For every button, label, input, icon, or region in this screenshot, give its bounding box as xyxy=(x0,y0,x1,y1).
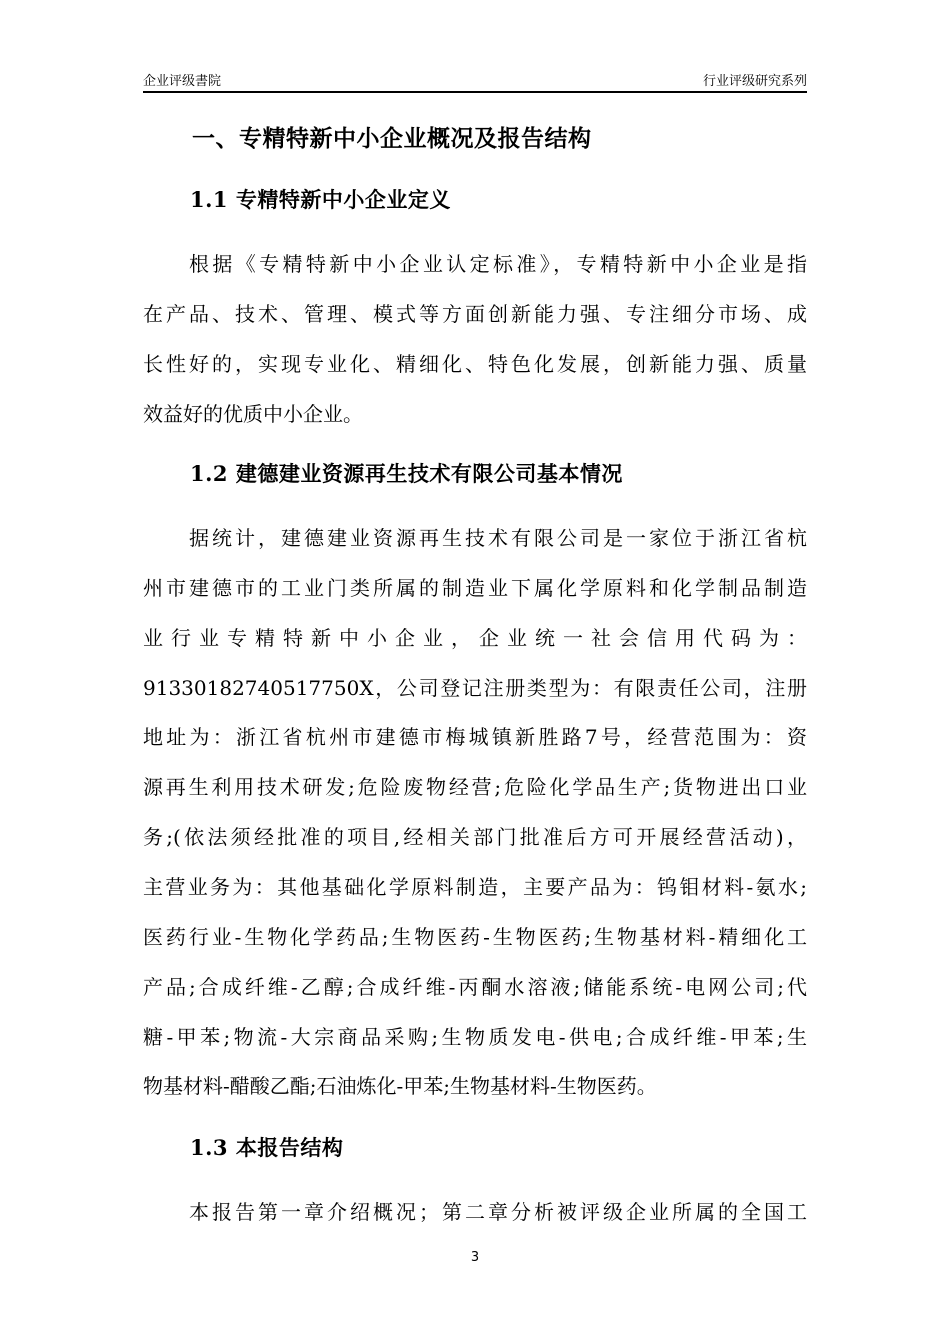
section-heading-1-2: 1.2 建德建业资源再生技术有限公司基本情况 xyxy=(190,461,623,486)
header-left-title: 企业评级書院 xyxy=(143,74,222,89)
section-heading-1-3: 1.3 本报告结构 xyxy=(190,1135,344,1160)
paragraph-line: 据统计，建德建业资源再生技术有限公司是一家位于浙江省杭 xyxy=(189,526,807,550)
paragraph-line: 在产品、技术、管理、模式等方面创新能力强、专注细分市场、成 xyxy=(143,302,807,326)
paragraph-line: 产品;合成纤维-乙醇;合成纤维-丙酮水溶液;储能系统-电网公司;代 xyxy=(143,975,807,999)
header-divider xyxy=(143,91,807,93)
paragraph-line: 源再生利用技术研发;危险废物经营;危险化学品生产;货物进出口业 xyxy=(143,775,807,799)
paragraph-line: 糖-甲苯;物流-大宗商品采购;生物质发电-供电;合成纤维-甲苯;生 xyxy=(143,1025,807,1049)
paragraph-line: 主营业务为：其他基础化学原料制造，主要产品为：钨钼材料-氨水; xyxy=(143,875,807,899)
paragraph-line: 务;(依法须经批准的项目,经相关部门批准后方可开展经营活动)， xyxy=(143,825,807,849)
paragraph-line: 本报告第一章介绍概况；第二章分析被评级企业所属的全国工 xyxy=(189,1200,807,1224)
paragraph-line: 根据《专精特新中小企业认定标准》，专精特新中小企业是指 xyxy=(189,252,807,276)
paragraph-line: 医药行业-生物化学药品;生物医药-生物医药;生物基材料-精细化工 xyxy=(143,925,807,949)
paragraph-line: 地址为：浙江省杭州市建德市梅城镇新胜路7号，经营范围为：资 xyxy=(143,725,807,749)
paragraph-line: 物基材料-醋酸乙酯;石油炼化-甲苯;生物基材料-生物医药。 xyxy=(143,1074,657,1098)
page-header xyxy=(143,68,807,90)
section-heading-1-1: 1.1 专精特新中小企业定义 xyxy=(190,187,451,212)
paragraph-line: 业行业专精特新中小企业，企业统一社会信用代码为： xyxy=(143,626,807,650)
paragraph-line: 效益好的优质中小企业。 xyxy=(143,402,363,426)
paragraph-line: 91330182740517750X，公司登记注册类型为：有限责任公司，注册 xyxy=(143,676,807,700)
page-number: 3 xyxy=(470,1250,480,1265)
paragraph-line: 州市建德市的工业门类所属的制造业下属化学原料和化学制品制造 xyxy=(143,576,807,600)
header-right-title: 行业评级研究系列 xyxy=(702,74,807,89)
paragraph-line: 长性好的，实现专业化、精细化、特色化发展，创新能力强、质量 xyxy=(143,352,807,376)
chapter-title: 一、专精特新中小企业概况及报告结构 xyxy=(192,125,592,152)
